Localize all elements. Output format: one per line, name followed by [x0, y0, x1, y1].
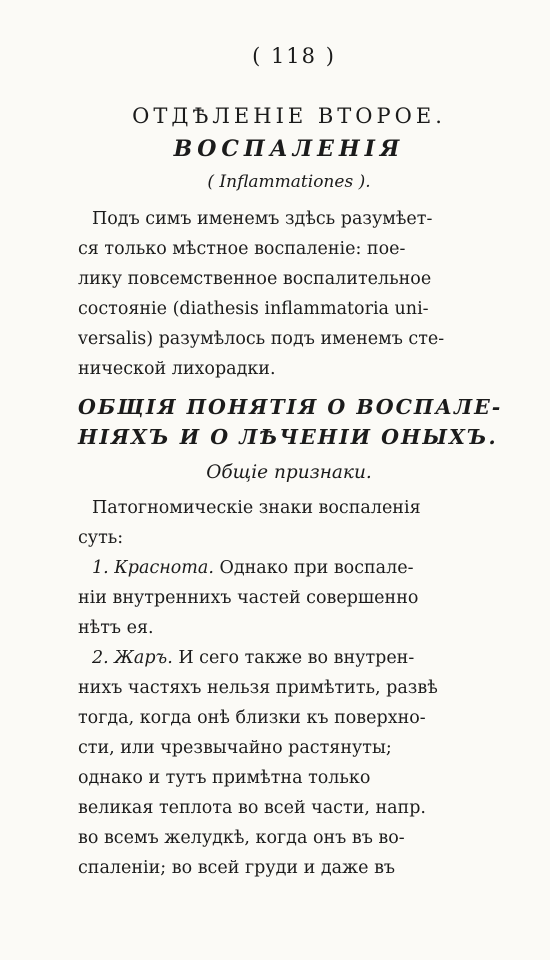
signs-intro-paragraph: [78, 493, 500, 553]
text-line: спаленіи; во всей груди и даже въ: [78, 858, 396, 878]
text-line: лику повсемственное воспалительное: [78, 269, 432, 289]
text-line: [78, 643, 500, 673]
item-label: 2. Жаръ.: [92, 648, 173, 668]
item-redness: [78, 553, 500, 643]
heading-line: НІЯХЪ И О ЛѢЧЕНІИ ОНЫХЪ.: [78, 425, 498, 449]
intro-paragraph: [78, 204, 500, 384]
text-line: Патогномическіе знаки воспаленія: [92, 498, 421, 518]
general-concepts-heading: [78, 392, 503, 452]
text-line: состояніе (diathesis inflammatoria uni-: [78, 299, 429, 319]
item-text: И сего также во внутрен-: [172, 648, 415, 668]
general-signs-subheading: Общіе признаки.: [206, 462, 372, 483]
heading-line: ОБЩІЯ ПОНЯТІЯ О ВОСПАЛЕ-: [78, 395, 503, 419]
text-line: нической лихорадки.: [78, 359, 276, 379]
subject-title: ВОСПАЛЕНІЯ: [173, 136, 405, 162]
item-heat: [78, 643, 500, 883]
text-line: [78, 553, 500, 583]
latin-title: ( Inflammationes ).: [207, 172, 371, 192]
text-line: великая теплота во всей части, напр.: [78, 798, 426, 818]
text-line: ся только мѣстное воспаленіе: пое-: [78, 239, 406, 259]
text-line: Подъ симъ именемъ здѣсь разумѣет-: [92, 209, 433, 229]
section-title: ОТДѢЛЕНІЕ ВТОРОЕ.: [132, 104, 446, 128]
text-line: нихъ частяхъ нельзя примѣтить, развѣ: [78, 678, 438, 698]
text-line: сти, или чрезвычайно растянуты;: [78, 738, 392, 758]
text-line: versalis) разумѣлось подъ именемъ сте-: [78, 329, 445, 349]
item-text: Однако при воспале-: [213, 558, 414, 578]
page-number: ( 118 ): [252, 44, 336, 68]
text-line: нѣтъ ея.: [78, 618, 154, 638]
text-line: во всемъ желудкѣ, когда онъ въ во-: [78, 828, 405, 848]
text-line: тогда, когда онѣ близки къ поверхно-: [78, 708, 426, 728]
item-label: 1. Краснота.: [92, 558, 214, 578]
text-line: ніи внутреннихъ частей совершенно: [78, 588, 419, 608]
text-line: суть:: [78, 528, 124, 548]
text-line: однако и тутъ примѣтна только: [78, 768, 371, 788]
